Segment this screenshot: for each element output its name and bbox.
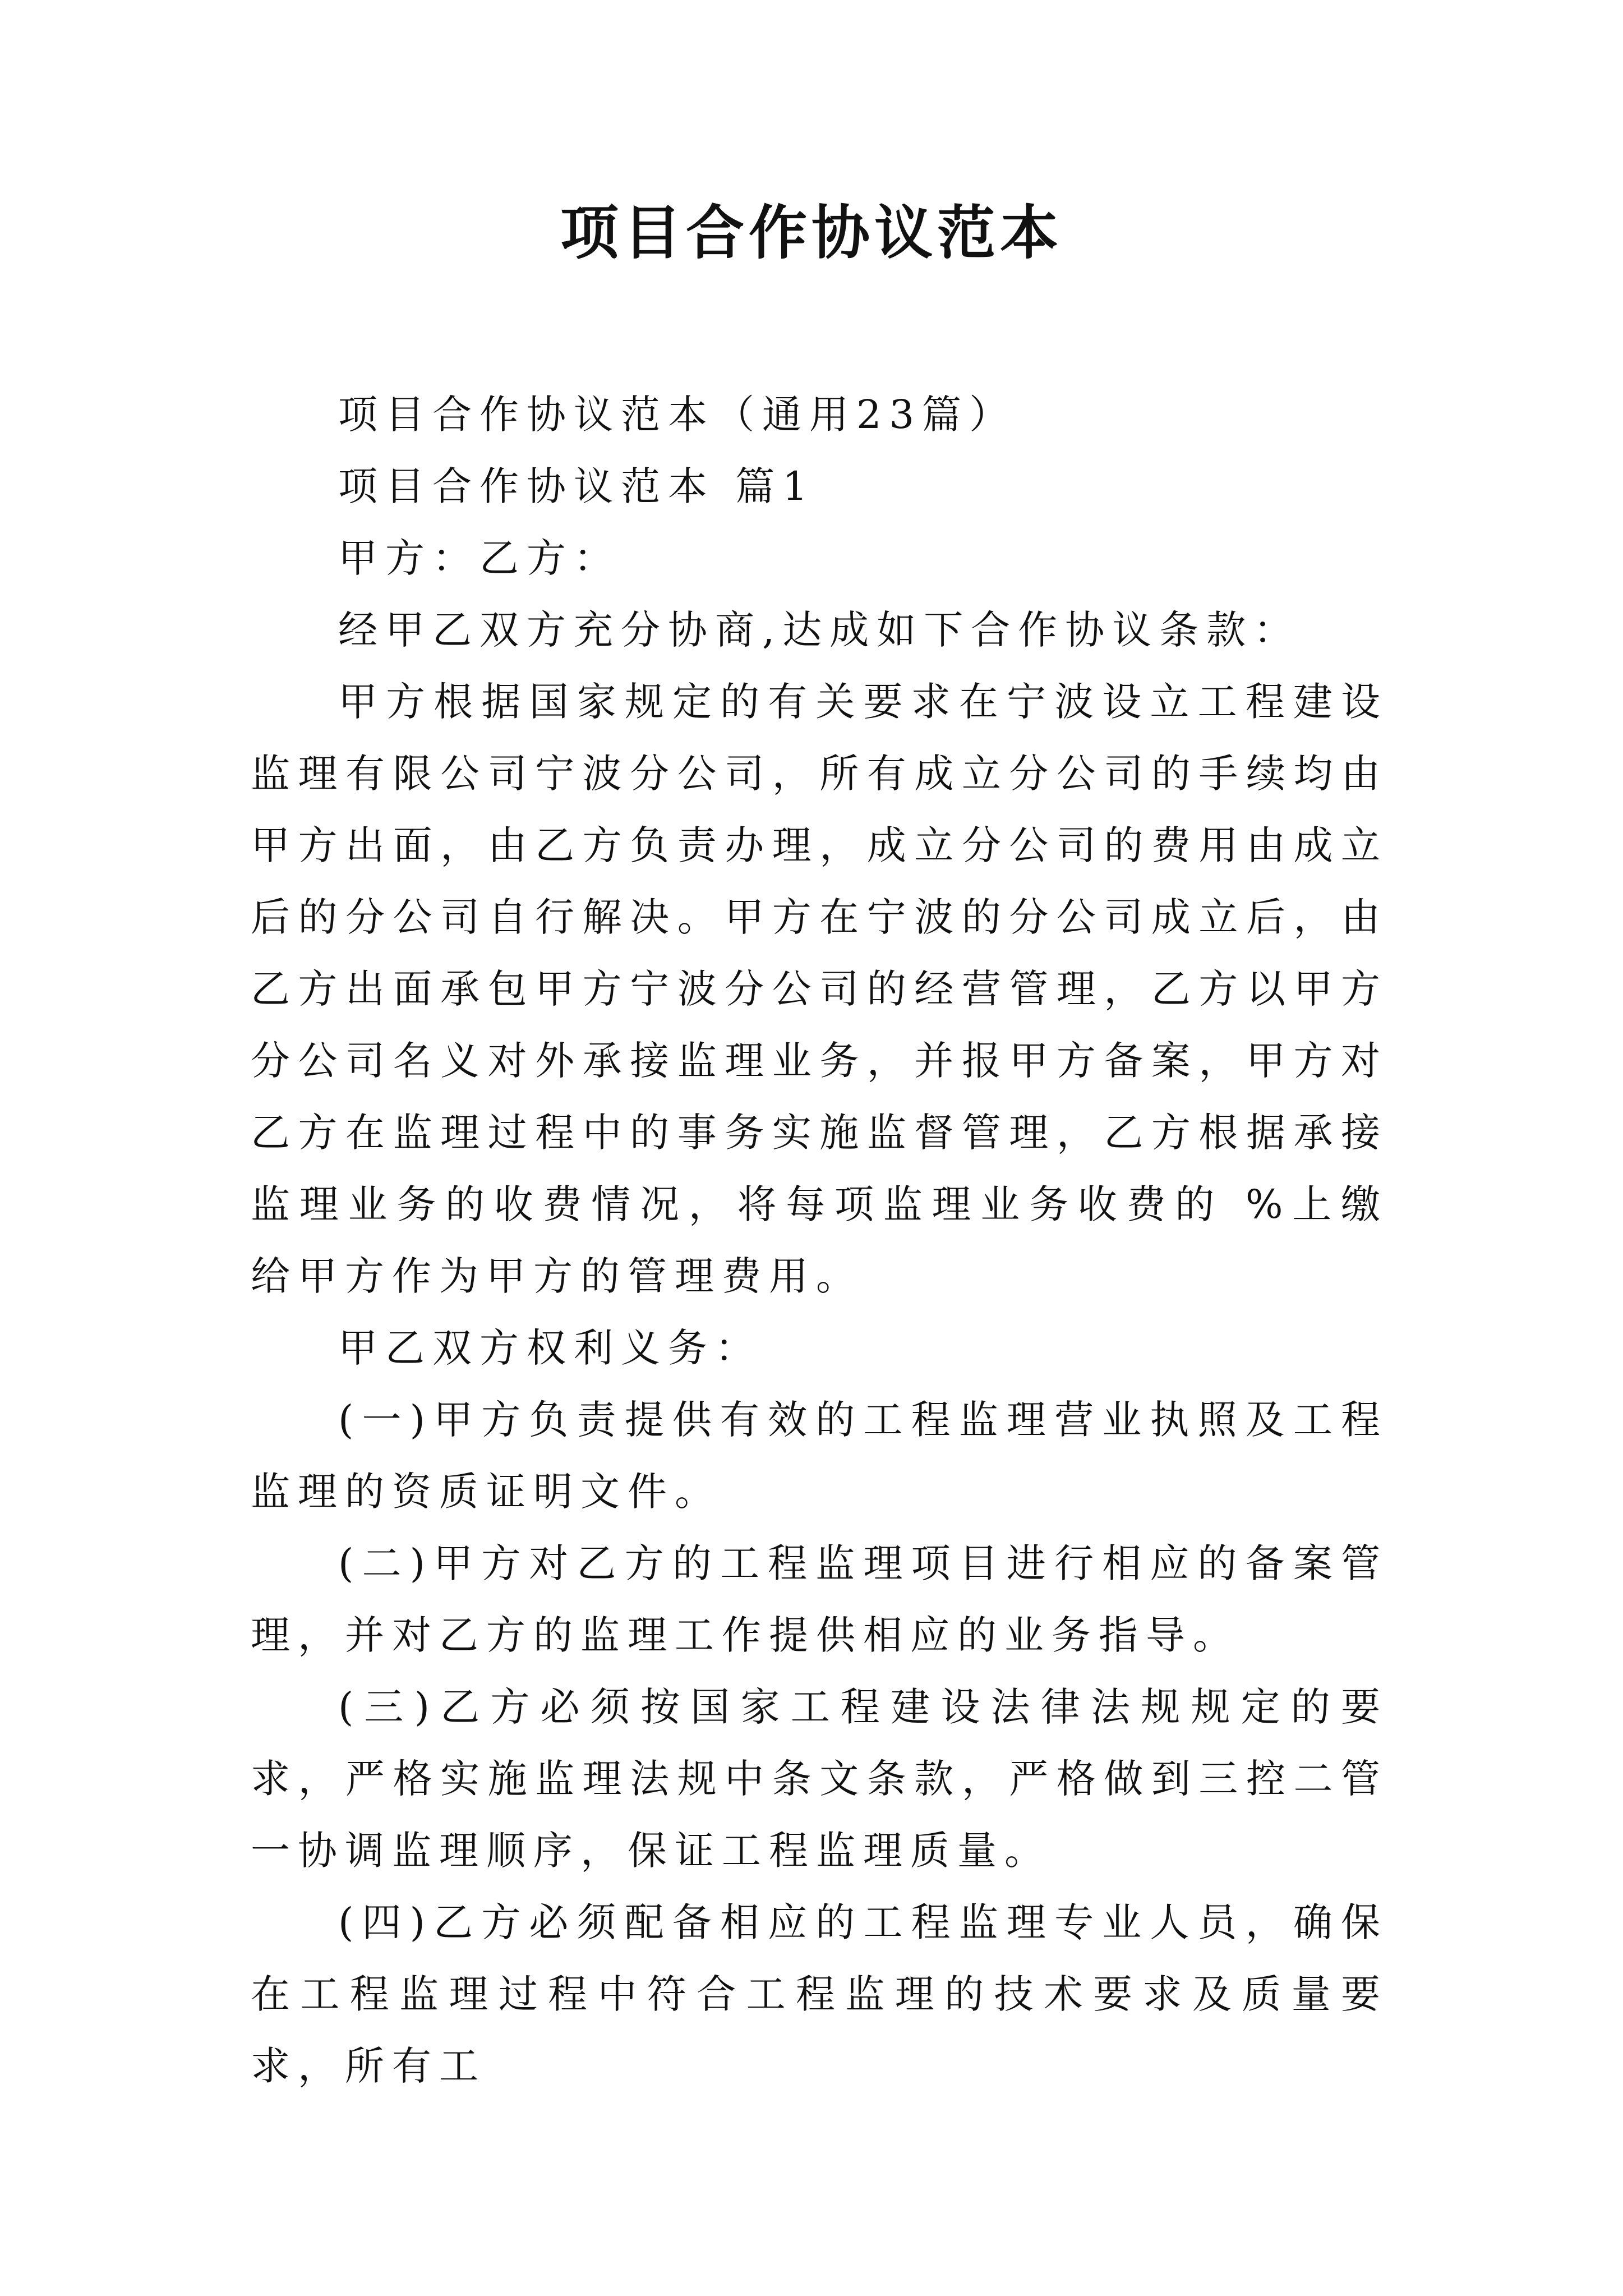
clause-paragraph: (二)甲方对乙方的工程监理项目进行相应的备案管理，并对乙方的监理工作提供相应的业务指导。 <box>251 1540 1388 1658</box>
paragraph: 甲方根据国家规定的有关要求在宁波设立工程建设监理有限公司宁波分公司，所有成立分公司的手续均由甲方出面，由乙方负责办理，成立分公司的费用由成立后的分公司自行解决。甲方在宁波的分公司成立后，由乙方出面承包甲方宁波分公司的经营管理，乙方以甲方分公司名义对外承接监理业务，并报甲方备案，甲方对乙方在监理过程中的事务实施监督管理，乙方根据承接监理业务的收费情况，将每项监理业务收费的 %上缴给甲方作为甲方的管理费用。 <box>251 679 1388 1299</box>
clause-paragraph: (四)乙方必须配备相应的工程监理专业人员，确保在工程监理过程中符合工程监理的技术要求及质量要求，所有工 <box>251 1899 1388 2089</box>
paragraph: 经甲乙双方充分协商,达成如下合作协议条款： <box>338 607 1301 653</box>
clause-paragraph: (三)乙方必须按国家工程建设法律法规规定的要求，严格实施监理法规中条文条款，严格做到三控二管一协调监理顺序，保证工程监理质量。 <box>251 1684 1388 1874</box>
section-heading: 项目合作协议范本 篇1 <box>338 463 815 509</box>
document-subtitle: 项目合作协议范本（通用23篇） <box>338 392 1017 438</box>
document-body <box>251 379 1388 2102</box>
document-title: 项目合作协议范本 <box>560 198 1063 267</box>
paragraph: 甲乙双方权利义务： <box>338 1325 762 1371</box>
clause-paragraph: (一)甲方负责提供有效的工程监理营业执照及工程监理的资质证明文件。 <box>251 1397 1388 1515</box>
parties-line: 甲方：乙方： <box>338 535 621 581</box>
